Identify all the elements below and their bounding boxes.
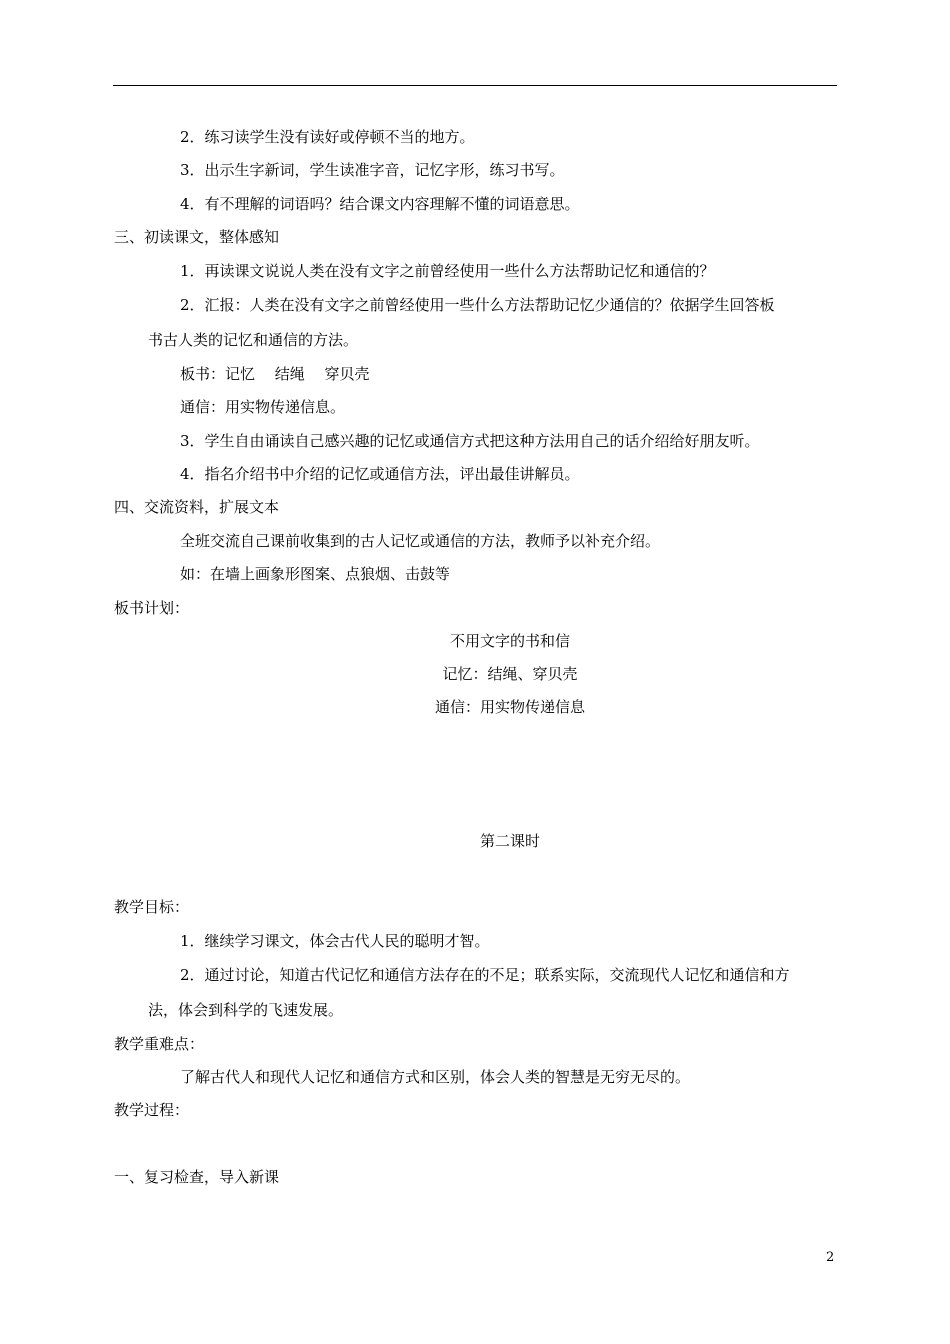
text-line: 2．汇报：人类在没有文字之前曾经使用一些什么方法帮助记忆少通信的？依据学生回答板 [180,296,775,314]
section-heading: 教学目标： [114,898,190,916]
text-line: 1．继续学习课文，体会古代人民的聪明才智。 [180,932,490,950]
text-line: 如：在墙上画象形图案、点狼烟、击鼓等 [180,565,451,583]
text-line: 4．指名介绍书中介绍的记忆或通信方法，评出最佳讲解员。 [180,465,580,483]
section-heading: 一、复习检查，导入新课 [114,1168,280,1186]
text-line: 了解古代人和现代人记忆和通信方式和区别，体会人类的智慧是无穷无尽的。 [180,1068,691,1086]
board-line: 记忆：结绳、穿贝壳 [442,665,578,683]
text-line: 2．练习读学生没有读好或停顿不当的地方。 [180,128,475,146]
board-title: 不用文字的书和信 [449,632,570,650]
lesson-title: 第二课时 [479,832,540,850]
section-heading: 三、初读课文，整体感知 [114,228,280,246]
text-line: 4．有不理解的词语吗？结合课文内容理解不懂的词语意思。 [180,195,580,213]
page-number: 2 [826,1250,835,1265]
section-heading: 四、交流资料，扩展文本 [114,498,280,516]
text-line: 3．出示生字新词，学生读准字音，记忆字形，练习书写。 [180,161,565,179]
header-rule [113,85,837,86]
text-line: 全班交流自己课前收集到的古人记忆或通信的方法，教师予以补充介绍。 [180,532,661,550]
text-line: 板书：记忆 结绳 穿贝壳 [180,365,370,383]
text-line: 3．学生自由诵读自己感兴趣的记忆或通信方式把这种方法用自己的话介绍给好朋友听。 [180,432,760,450]
text-line: 书古人类的记忆和通信的方法。 [148,331,359,349]
section-heading: 教学重难点： [114,1035,205,1053]
section-heading: 教学过程： [114,1101,190,1119]
text-line: 1．再读课文说说人类在没有文字之前曾经使用一些什么方法帮助记忆和通信的？ [180,262,715,280]
text-line: 法，体会到科学的飞速发展。 [148,1001,344,1019]
text-line: 通信：用实物传递信息。 [180,398,346,416]
text-line: 2．通过讨论，知道古代记忆和通信方法存在的不足；联系实际，交流现代人记忆和通信和方 [180,966,790,984]
board-line: 通信：用实物传递信息 [434,698,585,716]
section-heading: 板书计划： [114,599,190,617]
